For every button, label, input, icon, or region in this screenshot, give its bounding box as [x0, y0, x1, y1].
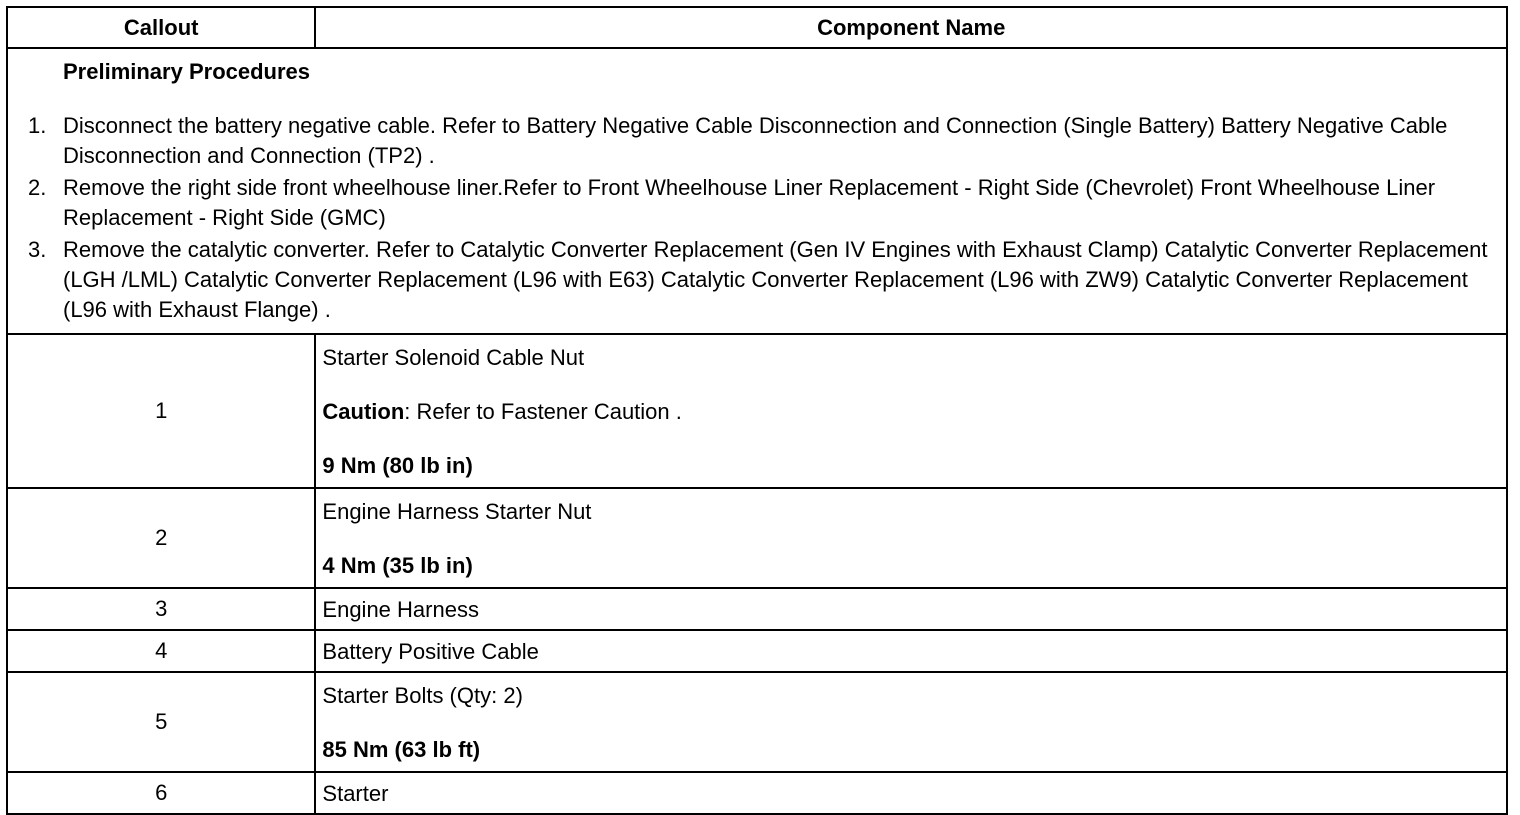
preliminary-procedures-row [7, 48, 1507, 334]
component-name: Battery Positive Cable [315, 630, 1507, 672]
torque-spec: 9 Nm (80 lb in) [322, 453, 473, 478]
component-name: Engine Harness Starter Nut [322, 499, 592, 524]
step-number: 1. [28, 113, 47, 138]
callout-table [6, 6, 1508, 815]
preliminary-procedures-cell [7, 48, 1507, 334]
table-row [7, 334, 1507, 488]
callout-number: 1 [7, 334, 315, 488]
component-name: Starter Bolts (Qty: 2) [322, 683, 523, 708]
caution-label: Caution [322, 399, 405, 424]
preliminary-procedures-title: Preliminary Procedures [63, 59, 311, 84]
step-number: 3. [28, 237, 47, 262]
callout-number: 3 [7, 588, 315, 630]
preliminary-step [8, 111, 1496, 171]
table-row [7, 488, 1507, 588]
callout-number: 6 [7, 772, 315, 814]
callout-column-header: Callout [7, 7, 315, 48]
preliminary-step [8, 173, 1496, 233]
caution-note [322, 397, 1500, 427]
step-text: Remove the catalytic converter. Refer to Catalytic Converter Replacement (Gen IV Engines with Exhaust Clamp) Catalytic Converter Replacement (LGH /LML) Catalytic Converter Replacement (L96 with E63) Catalytic Converter Replacement (L96 with ZW9) Catalytic Converter Replacement (L96 with Exhaust Flange) . [63, 237, 1488, 322]
preliminary-step [8, 235, 1496, 325]
table-row [7, 772, 1507, 814]
torque-spec: 85 Nm (63 lb ft) [322, 737, 481, 762]
table-row [7, 672, 1507, 772]
caution-text: : Refer to Fastener Caution . [404, 399, 682, 424]
component-name-column-header: Component Name [315, 7, 1507, 48]
preliminary-steps-list [8, 111, 1496, 325]
table-row [7, 588, 1507, 630]
step-text: Disconnect the battery negative cable. Refer to Battery Negative Cable Disconnection and Connection (Single Battery) Battery Negative Cable Disconnection and Connection (TP2) . [63, 113, 1448, 168]
component-cell [315, 334, 1507, 488]
step-text: Remove the right side front wheelhouse liner.Refer to Front Wheelhouse Liner Replacement - Right Side (Chevrolet) Front Wheelhouse Liner Replacement - Right Side (GMC) [63, 175, 1436, 230]
header-row [7, 7, 1507, 48]
table-row [7, 630, 1507, 672]
component-name: Starter Solenoid Cable Nut [322, 345, 585, 370]
callout-number: 2 [7, 488, 315, 588]
callout-number: 5 [7, 672, 315, 772]
component-name: Engine Harness [315, 588, 1507, 630]
component-cell [315, 672, 1507, 772]
procedure-sheet [6, 6, 1508, 815]
callout-number: 4 [7, 630, 315, 672]
step-number: 2. [28, 175, 47, 200]
component-cell [315, 488, 1507, 588]
component-name: Starter [315, 772, 1507, 814]
torque-spec: 4 Nm (35 lb in) [322, 553, 473, 578]
